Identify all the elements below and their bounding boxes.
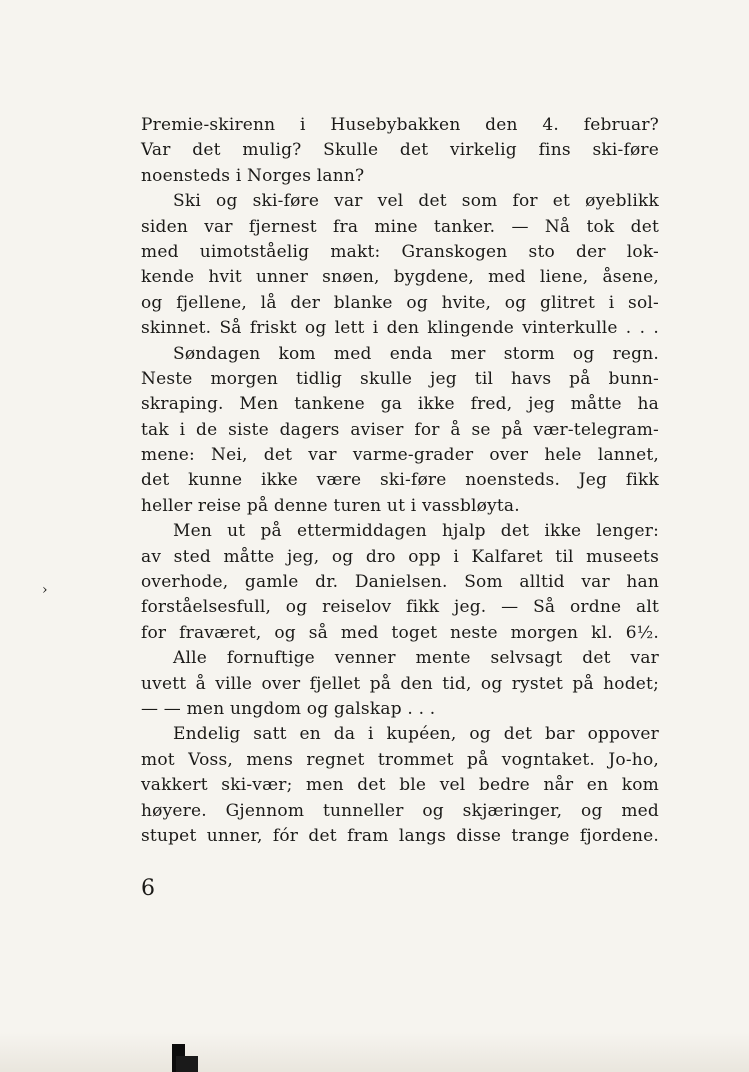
text-line: høyere. Gjennom tunneller og skjæringer, og med: [141, 800, 659, 821]
text-line: Alle fornuftige venner mente selvsagt det var: [173, 648, 659, 669]
text-line: for fraværet, og så med toget neste morgen kl. 6½.: [141, 622, 659, 643]
text-line: stupet unner, fór det fram langs disse trange fjordene.: [141, 825, 659, 846]
body-text: [141, 113, 659, 849]
ink-smudge: [176, 1056, 198, 1072]
text-line: med uimotståelig makt: Granskogen sto der lok-: [141, 241, 659, 262]
text-line: kende hvit unner snøen, bygdene, med liene, åsene,: [141, 267, 659, 288]
page-edge-shadow: [0, 1032, 749, 1072]
text-line: Neste morgen tidlig skulle jeg til havs på bunn-: [141, 368, 659, 389]
page-number: 6: [141, 876, 155, 901]
text-line: skraping. Men tankene ga ikke fred, jeg måtte ha: [141, 394, 659, 415]
text-line: forståelsesfull, og reiselov fikk jeg. — Så ordne alt: [141, 597, 659, 618]
text-line: av sted måtte jeg, og dro opp i Kalfaret til museets: [141, 546, 659, 567]
text-line: vakkert ski-vær; men det ble vel bedre når en kom: [141, 775, 659, 796]
text-line: noensteds i Norges lann?: [141, 165, 365, 186]
text-line: det kunne ikke være ski-føre noensteds. Jeg fikk: [141, 470, 659, 491]
margin-mark: ›: [42, 582, 48, 598]
text-line: siden var fjernest fra mine tanker. — Nå tok det: [141, 216, 659, 237]
text-line: — — men ungdom og galskap . . .: [141, 698, 436, 719]
text-line: overhode, gamle dr. Danielsen. Som alltid var han: [141, 572, 659, 593]
text-line: Men ut på ettermiddagen hjalp det ikke lenger:: [173, 521, 659, 542]
text-line: mene: Nei, det var varme-grader over hele lannet,: [141, 445, 659, 466]
text-line: skinnet. Så friskt og lett i den klingende vinterkulle . . .: [141, 318, 659, 339]
text-line: Var det mulig? Skulle det virkelig fins ski-føre: [141, 140, 659, 161]
text-line: Søndagen kom med enda mer storm og regn.: [173, 343, 659, 364]
text-line: tak i de siste dagers aviser for å se på vær-telegram-: [141, 419, 659, 440]
text-line: mot Voss, mens regnet trommet på vogntaket. Jo-ho,: [141, 749, 659, 770]
text-line: Ski og ski-føre var vel det som for et øyeblikk: [173, 191, 659, 212]
text-line: heller reise på denne turen ut i vassbløyta.: [141, 495, 520, 516]
text-line: uvett å ville over fjellet på den tid, og rystet på hodet;: [141, 673, 659, 694]
text-line: Premie-skirenn i Husebybakken den 4. februar?: [141, 115, 659, 135]
text-line: og fjellene, lå der blanke og hvite, og glitret i sol-: [141, 292, 659, 313]
text-line: Endelig satt en da i kupéen, og det bar oppover: [173, 724, 659, 745]
